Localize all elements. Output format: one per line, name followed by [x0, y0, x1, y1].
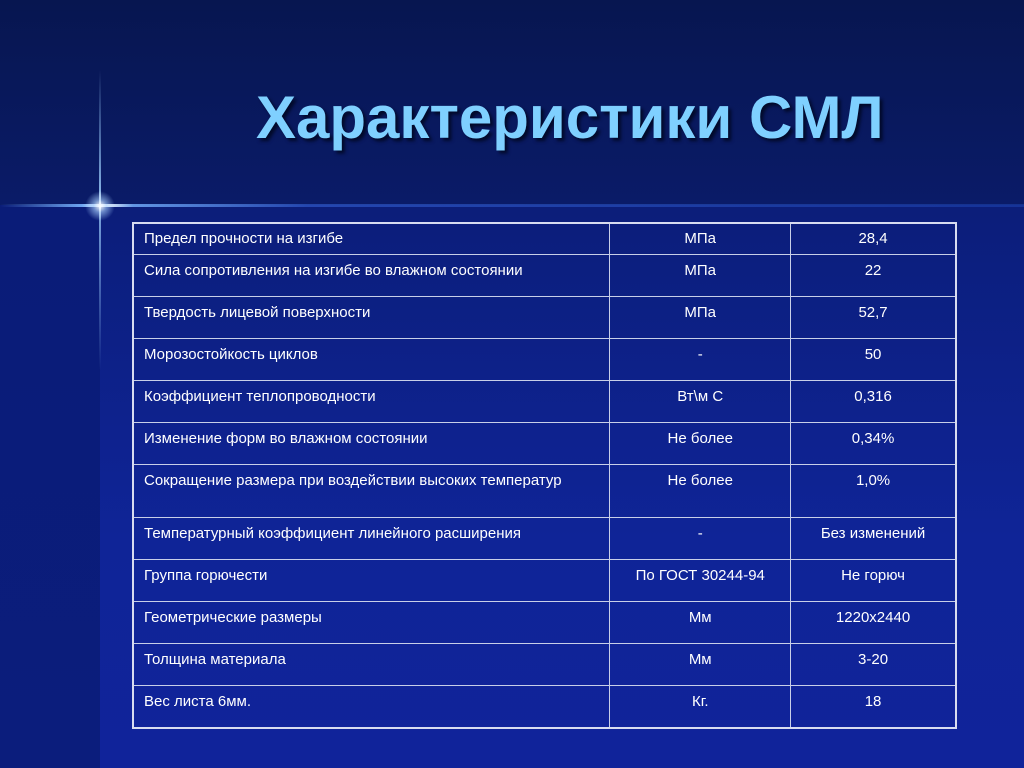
- unit-cell: -: [610, 518, 791, 560]
- unit-cell: Кг.: [610, 686, 791, 729]
- value-cell: Не горюч: [791, 560, 956, 602]
- property-name-cell: Сокращение размера при воздействии высоких температур: [133, 465, 610, 518]
- unit-cell: МПа: [610, 255, 791, 297]
- unit-cell: МПа: [610, 223, 791, 255]
- property-name-cell: Морозостойкость циклов: [133, 339, 610, 381]
- table-row: [133, 339, 956, 381]
- property-name-cell: Изменение форм во влажном состоянии: [133, 423, 610, 465]
- property-name-cell: Коэффициент теплопроводности: [133, 381, 610, 423]
- property-name-cell: Предел прочности на изгибе: [133, 223, 610, 255]
- sparkle-star-icon: [85, 191, 115, 221]
- value-cell: Без изменений: [791, 518, 956, 560]
- table-row: [133, 381, 956, 423]
- table-row: [133, 223, 956, 255]
- value-cell: 18: [791, 686, 956, 729]
- table-row: [133, 560, 956, 602]
- table-row: [133, 297, 956, 339]
- unit-cell: Не более: [610, 423, 791, 465]
- unit-cell: -: [610, 339, 791, 381]
- table-row: [133, 255, 956, 297]
- sparkle-horizontal-line: [0, 204, 1024, 207]
- left-decoration-strip: [0, 205, 100, 768]
- value-cell: 22: [791, 255, 956, 297]
- table-row: [133, 644, 956, 686]
- value-cell: 1,0%: [791, 465, 956, 518]
- unit-cell: Мм: [610, 644, 791, 686]
- unit-cell: МПа: [610, 297, 791, 339]
- slide-title: Характеристики СМЛ: [256, 84, 884, 151]
- property-name-cell: Сила сопротивления на изгибе во влажном состоянии: [133, 255, 610, 297]
- value-cell: 0,316: [791, 381, 956, 423]
- property-name-cell: Твердость лицевой поверхности: [133, 297, 610, 339]
- property-name-cell: Температурный коэффициент линейного расширения: [133, 518, 610, 560]
- unit-cell: Не более: [610, 465, 791, 518]
- table-row: [133, 423, 956, 465]
- property-name-cell: Группа горючести: [133, 560, 610, 602]
- value-cell: 0,34%: [791, 423, 956, 465]
- property-name-cell: Геометрические размеры: [133, 602, 610, 644]
- value-cell: 28,4: [791, 223, 956, 255]
- table-row: [133, 686, 956, 729]
- table-row: [133, 465, 956, 518]
- property-name-cell: Вес листа 6мм.: [133, 686, 610, 729]
- table-row: [133, 602, 956, 644]
- unit-cell: По ГОСТ 30244-94: [610, 560, 791, 602]
- table-row: [133, 518, 956, 560]
- value-cell: 50: [791, 339, 956, 381]
- specifications-table: [132, 222, 957, 729]
- unit-cell: Мм: [610, 602, 791, 644]
- unit-cell: Вт\м С: [610, 381, 791, 423]
- value-cell: 1220х2440: [791, 602, 956, 644]
- value-cell: 52,7: [791, 297, 956, 339]
- value-cell: 3-20: [791, 644, 956, 686]
- property-name-cell: Толщина материала: [133, 644, 610, 686]
